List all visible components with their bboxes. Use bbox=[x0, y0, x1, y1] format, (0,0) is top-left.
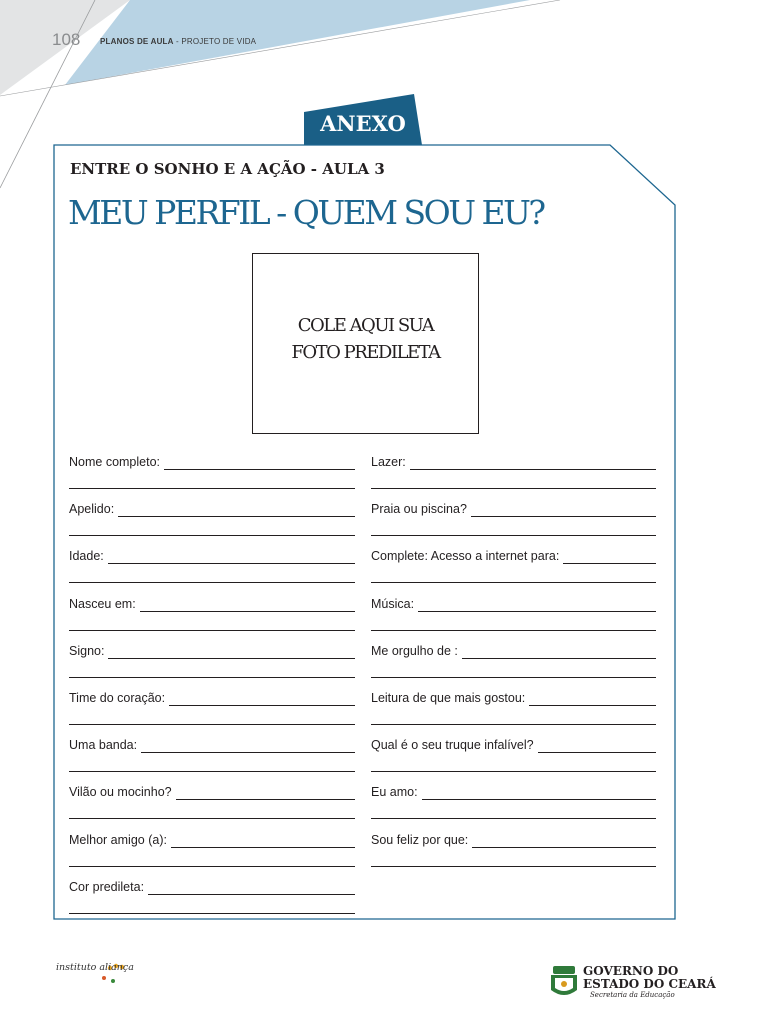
lesson-subtitle: ENTRE O SONHO E A AÇÃO - AULA 3 bbox=[70, 160, 385, 178]
field-label: Apelido: bbox=[69, 502, 115, 517]
field-answer-line[interactable] bbox=[371, 630, 656, 631]
field-label: Complete: Acesso a internet para: bbox=[371, 549, 560, 564]
field-label: Música: bbox=[371, 596, 415, 611]
field-label: Nome completo: bbox=[69, 455, 161, 469]
field-answer-line[interactable] bbox=[69, 630, 355, 631]
field-answer-line[interactable] bbox=[371, 724, 656, 725]
field-label: Qual é o seu truque infalível? bbox=[371, 738, 534, 753]
field-answer-line[interactable] bbox=[371, 677, 656, 678]
field-answer-line[interactable] bbox=[69, 488, 355, 489]
field-answer-line[interactable] bbox=[108, 563, 355, 564]
field-answer-line[interactable] bbox=[371, 582, 656, 583]
instituto-alianca-logo: instituto aliança bbox=[56, 962, 134, 973]
field-label: Cor predileta: bbox=[69, 879, 145, 894]
field-answer-line[interactable] bbox=[169, 705, 355, 706]
field-answer-line[interactable] bbox=[69, 866, 355, 867]
field-answer-line[interactable] bbox=[371, 535, 656, 536]
annex-tab-label: ANEXO bbox=[320, 111, 406, 136]
governo-ceara-logo-text bbox=[583, 965, 716, 991]
running-header bbox=[100, 37, 256, 46]
field-label: Vilão ou mocinho? bbox=[69, 785, 172, 800]
field-answer-line[interactable] bbox=[141, 752, 355, 753]
field-answer-line[interactable] bbox=[69, 535, 355, 536]
field-label: Sou feliz por que: bbox=[371, 832, 469, 847]
field-answer-line[interactable] bbox=[118, 516, 355, 517]
field-label: Praia ou piscina? bbox=[371, 502, 467, 517]
governo-line2: ESTADO DO CEARÁ bbox=[583, 977, 716, 991]
field-label: Me orgulho de : bbox=[371, 643, 458, 658]
field-answer-line[interactable] bbox=[462, 658, 656, 659]
field-answer-line[interactable] bbox=[538, 752, 656, 753]
field-answer-line[interactable] bbox=[371, 488, 656, 489]
field-label: Signo: bbox=[69, 643, 105, 658]
field-label: Nasceu em: bbox=[69, 596, 136, 611]
field-answer-line[interactable] bbox=[69, 582, 355, 583]
page-title: MEU PERFIL - QUEM SOU EU? bbox=[68, 193, 544, 232]
field-answer-line[interactable] bbox=[148, 894, 355, 895]
field-answer-line[interactable] bbox=[371, 771, 656, 772]
field-answer-line[interactable] bbox=[529, 705, 656, 706]
field-answer-line[interactable] bbox=[69, 724, 355, 725]
secretaria-educacao-label: Secretaria da Educação bbox=[590, 991, 675, 999]
photo-placeholder-line2: FOTO PREDILETA bbox=[291, 342, 440, 363]
photo-placeholder-line1: COLE AQUI SUA bbox=[297, 315, 434, 336]
field-answer-line[interactable] bbox=[371, 866, 656, 867]
field-label: Uma banda: bbox=[69, 738, 138, 753]
photo-placeholder-text bbox=[252, 312, 479, 366]
field-answer-line[interactable] bbox=[371, 818, 656, 819]
field-answer-line[interactable] bbox=[422, 799, 656, 800]
field-answer-line[interactable] bbox=[69, 771, 355, 772]
field-answer-line[interactable] bbox=[472, 847, 656, 848]
field-label: Eu amo: bbox=[371, 785, 418, 800]
field-label: Idade: bbox=[69, 549, 104, 564]
field-answer-line[interactable] bbox=[176, 799, 355, 800]
running-header-subsection: - PROJETO DE VIDA bbox=[173, 37, 257, 46]
field-answer-line[interactable] bbox=[418, 611, 656, 612]
field-label: Melhor amigo (a): bbox=[69, 832, 167, 847]
field-label: Leitura de que mais gostou: bbox=[371, 691, 526, 705]
field-answer-line[interactable] bbox=[171, 847, 355, 848]
ceara-coat-of-arms-icon bbox=[551, 966, 577, 995]
field-label: Time do coração: bbox=[69, 691, 166, 705]
field-answer-line[interactable] bbox=[69, 913, 355, 914]
field-answer-line[interactable] bbox=[69, 677, 355, 678]
field-label: Lazer: bbox=[371, 455, 406, 469]
field-answer-line[interactable] bbox=[410, 469, 656, 470]
field-answer-line[interactable] bbox=[108, 658, 355, 659]
governo-line1: GOVERNO DO bbox=[583, 964, 679, 978]
field-answer-line[interactable] bbox=[69, 818, 355, 819]
field-answer-line[interactable] bbox=[563, 563, 656, 564]
page-number: 108 bbox=[52, 30, 81, 49]
field-answer-line[interactable] bbox=[164, 469, 355, 470]
running-header-section: PLANOS DE AULA bbox=[100, 37, 174, 46]
field-answer-line[interactable] bbox=[140, 611, 355, 612]
field-answer-line[interactable] bbox=[471, 516, 656, 517]
